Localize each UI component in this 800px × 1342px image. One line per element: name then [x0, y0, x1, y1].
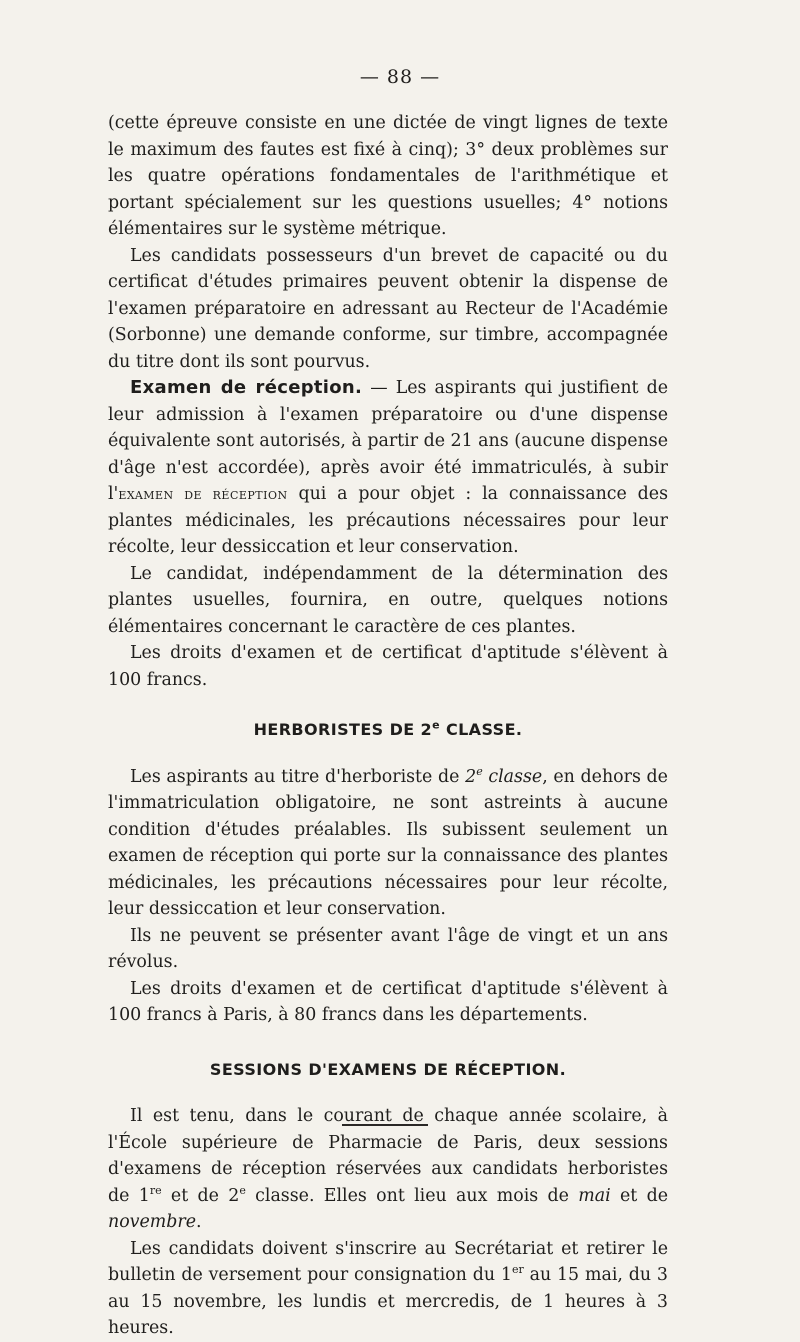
- superscript: re: [149, 1183, 162, 1197]
- italic-superscript: e: [476, 764, 483, 778]
- paragraph-examen-reception: [108, 375, 668, 561]
- superscript: e: [239, 1183, 246, 1197]
- superscript: er: [511, 1263, 524, 1277]
- section-heading-herboristes: [108, 717, 668, 744]
- paragraph-text: Les candidats possesseurs d'un brevet de capacité ou du certificat d'études primaires peuvent obtenir la dispense de l'examen préparatoire en adressant au Recteur de l'Académie (Sorbonne) une demande conforme, sur timbre, accompagnée du titre dont ils sont pourvus.: [108, 245, 668, 372]
- paragraph-text: Les aspirants au titre d'herboriste de: [130, 766, 466, 787]
- small-caps-text: examen de réception: [118, 485, 288, 503]
- paragraph-text: Il est tenu, dans le courant de chaque année scolaire, à l'École supérieure de Pharmacie de Paris, deux sessions d'examens de réception réservées aux candidats herboristes de 1: [108, 1106, 668, 1206]
- paragraph-text: — Les aspirants qui justifient de leur admission à l'examen préparatoire ou d'une dispense équivalente sont autorisés, à partir de 21 ans (aucune dispense d'âge n'est accordée), après avoir été immatriculés, à subir l': [108, 378, 668, 504]
- italic-number: 2: [465, 766, 477, 787]
- paragraph-droits-2: [108, 976, 668, 1029]
- paragraph-text: classe. Elles ont lieu aux mois de: [245, 1185, 579, 1206]
- italic-class: [465, 764, 543, 787]
- heading-text: HERBORISTES DE 2: [253, 720, 433, 739]
- end-rule: [342, 1124, 428, 1126]
- section-heading-sessions: SESSIONS D'EXAMENS DE RÉCEPTION.: [209, 1059, 567, 1079]
- paragraph-droits-1: [108, 640, 668, 693]
- paragraph-text: .: [196, 1212, 202, 1232]
- paragraph-age: [108, 923, 668, 976]
- paragraph-text: Les candidats doivent s'inscrire au Secrétariat et retirer le bulletin de versement pour consignation du 1: [108, 1238, 668, 1285]
- paragraph-aspirants: [108, 764, 668, 923]
- paragraph-text: Ils ne peuvent se présenter avant l'âge de vingt et un ans révolus.: [108, 925, 668, 972]
- paragraph-continuation: [108, 110, 668, 243]
- italic-month: novembre: [108, 1212, 197, 1232]
- paragraph-text: (cette épreuve consiste en une dictée de vingt lignes de texte le maximum des fautes est fixé à cinq); 3° deux problèmes sur les quatre opérations fondamentales de l'arithmétique et portant spécialement sur les questions usuelles; 4° notions élémentaires sur le système métrique.: [108, 113, 668, 239]
- paragraph-text: Les droits d'examen et de certificat d'aptitude s'élèvent à 100 francs à Paris, à 80 francs dans les départements.: [108, 978, 668, 1025]
- run-in-heading: Examen de réception.: [130, 377, 363, 398]
- paragraph-sessions: [108, 1103, 668, 1236]
- italic-month: mai: [578, 1185, 611, 1206]
- paragraph-text: et de: [610, 1185, 668, 1206]
- heading-text: CLASSE.: [439, 720, 523, 739]
- page-number: — 88 —: [359, 66, 441, 88]
- paragraph-text: et de 2: [161, 1185, 240, 1206]
- paragraph-text: , en dehors de l'immatriculation obligatoire, ne sont astreints à aucune condition d'études préalables. Ils subissent seulement un examen de réception qui porte sur la connaissance des plantes médicinales, les précautions nécessaires pour leur récolte, leur dessiccation et leur conservation.: [108, 766, 668, 919]
- paragraph-inscription: [108, 1236, 668, 1342]
- italic-word: classe: [482, 766, 543, 787]
- heading-superscript: e: [432, 718, 440, 732]
- paragraph-text: qui a pour objet : la connaissance des plantes médicinales, les précautions nécessaires pour leur récolte, leur dessiccation et leur conservation.: [108, 484, 668, 557]
- paragraph-text: au 15 mai, du 3 au 15 novembre, les lundis et mercredis, de 1 heures à 3 heures.: [108, 1265, 669, 1338]
- paragraph-text: Le candidat, indépendamment de la détermination des plantes usuelles, fournira, en outre, quelques notions élémentaires concernant le caractère de ces plantes.: [108, 563, 668, 637]
- page-body: [108, 110, 668, 1342]
- paragraph-text: Les droits d'examen et de certificat d'aptitude s'élèvent à 100 francs.: [108, 643, 668, 690]
- paragraph-candidat: [108, 561, 668, 641]
- paragraph-dispense: [108, 243, 668, 376]
